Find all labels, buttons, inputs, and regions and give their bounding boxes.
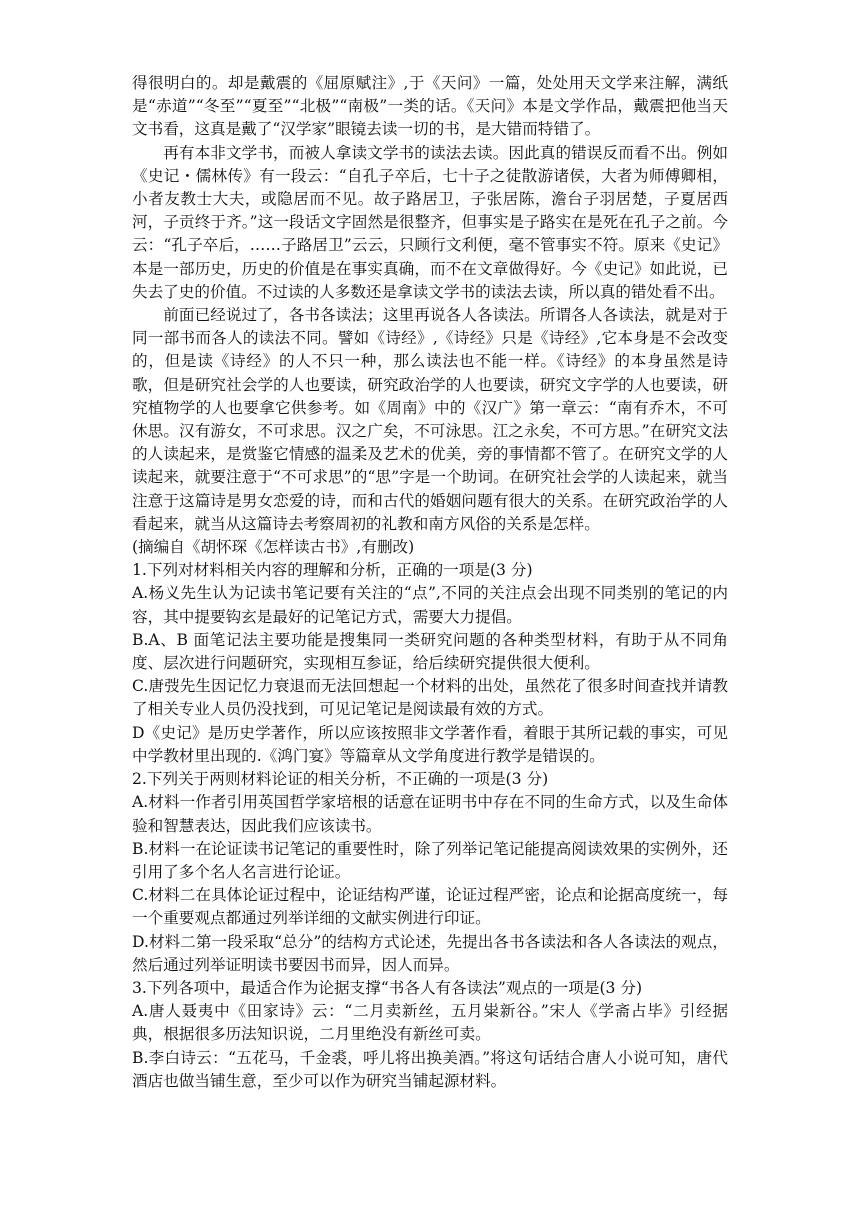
question-1-option-d: D《史记》是历史学著作，所以应该按照非文学著作看，着眼于其所记载的事实，可见中学教材里出现的.《鸿门宴》等篇章从文学角度进行教学是错误的。 (132, 723, 728, 765)
question-1-option-b: B.A、B 面笔记法主要功能是搜集同一类研究问题的各种类型材料，有助于从不同角度、层次进行问题研究，实现相互参证，给后续研究提供很大便利。 (132, 630, 728, 673)
question-2-option-d: D.材料二第一段采取“总分”的结构方式论述，先提出各书各读法和各人各读法的观点，然后通过列举证明读书要因书而异，因人而异。 (132, 932, 728, 974)
question-1-stem: 1.下列对材料相关内容的理解和分析，正确的一项是(3 分) (132, 561, 533, 580)
question-2-stem: 2.下列关于两则材料论证的相关分析，不正确的一项是(3 分) (132, 770, 549, 789)
question-3-option-a: A.唐人聂夷中《田家诗》云：“二月卖新丝，五月粜新谷。”宋人《学斋占毕》引经据典，根据很多历法知识说，二月里绝没有新丝可卖。 (132, 1002, 728, 1044)
paragraph-2: 再有本非文学书，而被人拿读文学书的读法去读。因此真的错误反而看不出。例如《史记・儒林传》有一段云：“自孔子卒后，七十子之徒散游诸侯，大者为师傅卿相，小者友教士大夫，或隐居而不见。故子路居卫，子张居陈，澹台子羽居楚，子夏居西河，子贡终于齐。”这一段话文字固然是很整齐，但事实是子路实在是死在孔子之前。今云：“孔子卒后，……子路居卫”云云，只顾行文利便，毫不管事实不符。原来《史记》本是一部历史，历史的价值是在事实真确，而不在文章做得好。今《史记》如此说，已失去了史的价值。不过读的人多数还是拿读文学书的读法去读，所以真的错处看不出。 (132, 143, 728, 301)
question-3-stem: 3.下列各项中，最适合作为论据支撑“书各人有各读法”观点的一项是(3 分) (132, 978, 643, 997)
question-3-option-b: B.李白诗云：“五花马，千金裘，呼儿将出换美酒。”将这句话结合唐人小说可知，唐代酒店也做当铺生意，至少可以作为研究当铺起源材料。 (132, 1048, 728, 1090)
question-1-option-c: C.唐弢先生因记忆力衰退而无法回想起一个材料的出处，虽然花了很多时间查找并请教了相关专业人员仍没找到，可见记笔记是阅读最有效的方式。 (132, 677, 728, 719)
question-2-option-b: B.材料一在论证读书记笔记的重要性时，除了列举记笔记能提高阅读效果的实例外，还引用了多个名人名言进行论证。 (132, 839, 728, 881)
source-note: (摘编自《胡怀琛《怎样读古书》,有删改) (132, 538, 415, 557)
question-2-option-c: C.材料二在具体论证过程中，论证结构严谨，论证过程严密，论点和论据高度统一，每一个重要观点都通过列举详细的文献实例进行印证。 (132, 886, 728, 928)
paragraph-1: 得很明白的。却是戴震的《屈原赋注》,于《天问》一篇，处处用天文学来注解，满纸是“赤道”“冬至”“夏至”“北极”“南极”一类的话。《天问》本是文学作品，戴震把他当天文书看，这真是戴了“汉学家”眼镜去读一切的书，是大错而特错了。 (132, 74, 728, 139)
question-1-option-a: A.杨义先生认为记读书笔记要有关注的“点”,不同的关注点会出现不同类别的笔记的内容，其中提要钩玄是最好的记笔记方式，需要大力提倡。 (132, 584, 728, 626)
paragraph-3: 前面已经说过了，各书各读法；这里再说各人各读法。所谓各人各读法，就是对于同一部书而各人的读法不同。譬如《诗经》,《诗经》只是《诗经》,它本身是不会改变的，但是读《诗经》的人不只一种，那么读法也不能一样。《诗经》的本身虽然是诗歌，但是研究社会学的人也要读，研究政治学的人也要读，研究文字学的人也要读，研究植物学的人也要拿它供参考。如《周南》中的《汉广》第一章云：“南有乔木，不可休思。汉有游女，不可求思。汉之广矣，不可泳思。江之永矣，不可方思。”在研究文法的人读起来，是赏鉴它情感的温柔及艺术的优美，旁的事情都不管了。在研究文学的人读起来，就要注意于“不可求思”的“思”字是一个助词。在研究社会学的人读起来，就当注意于这篇诗是男女恋爱的诗，而和古代的婚姻问题有很大的关系。在研究政治学的人看起来，就当从这篇诗去考察周初的礼教和南方风俗的关系是怎样。 (132, 306, 728, 533)
question-2-option-a: A.材料一作者引用英国哲学家培根的话意在证明书中存在不同的生命方式，以及生命体验和智慧表达，因此我们应该读书。 (132, 793, 728, 835)
